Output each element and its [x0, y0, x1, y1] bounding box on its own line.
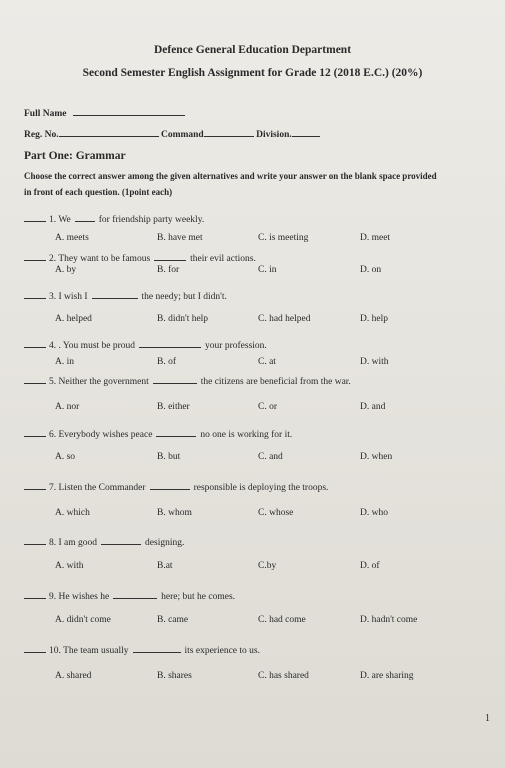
question-gap	[133, 643, 181, 653]
question-text-end: the citizens are beneficial from the war.	[200, 377, 351, 387]
answer-blank[interactable]	[24, 535, 46, 545]
question-text: 7. Listen the Commander	[49, 483, 146, 493]
question-text: 1. We	[49, 215, 71, 225]
option-d: D. on	[360, 265, 382, 275]
option-a: A. didn't come	[55, 615, 111, 625]
option-a: A. meets	[55, 233, 89, 243]
option-a: A. helped	[55, 314, 92, 324]
division-blank[interactable]	[292, 127, 320, 137]
answer-blank[interactable]	[24, 338, 46, 348]
option-c: C. had come	[258, 615, 306, 625]
answer-blank[interactable]	[24, 212, 46, 222]
option-b: B. shares	[157, 671, 192, 681]
option-c: C. whose	[258, 508, 294, 518]
question-10	[24, 643, 260, 656]
option-b: B. came	[157, 615, 189, 625]
question-8	[24, 535, 184, 548]
question-gap	[153, 374, 197, 384]
option-b: B. for	[157, 265, 180, 275]
question-5	[24, 374, 351, 387]
question-gap	[154, 251, 186, 261]
question-text-end: for friendship party weekly.	[98, 215, 205, 225]
option-c: C. has shared	[258, 671, 309, 681]
option-d: D. meet	[360, 233, 391, 243]
option-c: C. had helped	[258, 314, 311, 324]
question-gap	[101, 535, 141, 545]
department-title: Defence General Education Department	[153, 44, 352, 56]
question-text-end: here; but he comes.	[161, 592, 236, 602]
option-a: A. so	[55, 452, 76, 462]
command-label: Command	[160, 130, 204, 140]
option-c: C. in	[258, 265, 277, 275]
division-label: Division.	[256, 130, 292, 140]
option-d: D. when	[360, 452, 393, 462]
answer-blank[interactable]	[24, 643, 46, 653]
question-gap	[113, 589, 157, 599]
question-text: 3. I wish I	[49, 292, 88, 302]
option-d: D. who	[360, 508, 388, 518]
question-3	[24, 289, 227, 302]
option-d: D. of	[360, 561, 380, 571]
answer-blank[interactable]	[24, 480, 46, 490]
question-4	[24, 338, 267, 351]
question-gap	[139, 338, 201, 348]
question-text-end: no one is working for it.	[200, 430, 293, 440]
question-text-end: its experience to us.	[184, 646, 260, 656]
option-b: B. whom	[157, 508, 192, 518]
reg-no-blank[interactable]	[59, 127, 159, 137]
question-text-end: their evil actions.	[190, 254, 256, 264]
option-a: A. with	[55, 561, 84, 571]
question-text-end: designing.	[145, 538, 185, 548]
question-1	[24, 212, 204, 225]
option-c: C. or	[258, 402, 277, 412]
question-2	[24, 251, 256, 264]
reg-no-label: Reg. No.	[24, 130, 59, 140]
question-9	[24, 589, 235, 602]
reg-no-field	[24, 127, 320, 140]
question-text: 10. The team usually	[49, 646, 129, 656]
assignment-title: Second Semester English Assignment for Grade 12 (2018 E.C.) (20%)	[82, 67, 423, 79]
option-c: C.by	[258, 561, 277, 571]
option-b: B. either	[157, 402, 190, 412]
answer-blank[interactable]	[24, 589, 46, 599]
option-a: A. nor	[55, 402, 80, 412]
question-text: 2. They want to be famous	[49, 254, 151, 264]
question-text: 8. I am good	[49, 538, 98, 548]
option-c: C. and	[258, 452, 283, 462]
answer-blank[interactable]	[24, 251, 46, 261]
question-gap	[156, 427, 196, 437]
option-a: A. by	[55, 265, 77, 275]
option-b: B. but	[157, 452, 181, 462]
question-7	[24, 480, 328, 493]
option-a: A. shared	[55, 671, 92, 681]
option-d: D. hadn't come	[360, 615, 418, 625]
answer-blank[interactable]	[24, 374, 46, 384]
part-title: Part One: Grammar	[24, 150, 126, 162]
option-b: B.at	[157, 561, 173, 571]
option-c: C. at	[258, 357, 276, 367]
question-text: 4. . You must be proud	[49, 341, 136, 351]
answer-blank[interactable]	[24, 427, 46, 437]
full-name-field	[24, 106, 185, 119]
option-d: D. are sharing	[360, 671, 414, 681]
option-b: B. of	[157, 357, 176, 367]
question-gap	[92, 289, 138, 299]
answer-blank[interactable]	[24, 289, 46, 299]
option-b: B. didn't help	[157, 314, 209, 324]
question-text-end: your profession.	[205, 341, 267, 351]
question-text: 6. Everybody wishes peace	[49, 430, 153, 440]
question-6	[24, 427, 292, 440]
option-d: D. help	[360, 314, 388, 324]
page-number: 1	[485, 713, 490, 724]
instructions: Choose the correct answer among the given alternatives and write your answer on the blank space provided in front of each question. (1point each)	[24, 171, 437, 197]
option-b: B. have met	[157, 233, 203, 243]
question-gap	[150, 480, 190, 490]
question-text-end: responsible is deploying the troops.	[193, 483, 329, 493]
question-text: 5. Neither the government	[49, 377, 149, 387]
option-d: D. with	[360, 357, 389, 367]
option-a: A. which	[55, 508, 90, 518]
option-a: A. in	[55, 357, 74, 367]
command-blank[interactable]	[204, 127, 254, 137]
option-c: C. is meeting	[258, 233, 309, 243]
full-name-blank[interactable]	[73, 106, 185, 116]
option-d: D. and	[360, 402, 386, 412]
question-text: 9. He wishes he	[49, 592, 110, 602]
full-name-label: Full Name	[24, 109, 67, 119]
question-gap	[75, 212, 95, 222]
question-text-end: the needy; but I didn't.	[141, 292, 227, 302]
